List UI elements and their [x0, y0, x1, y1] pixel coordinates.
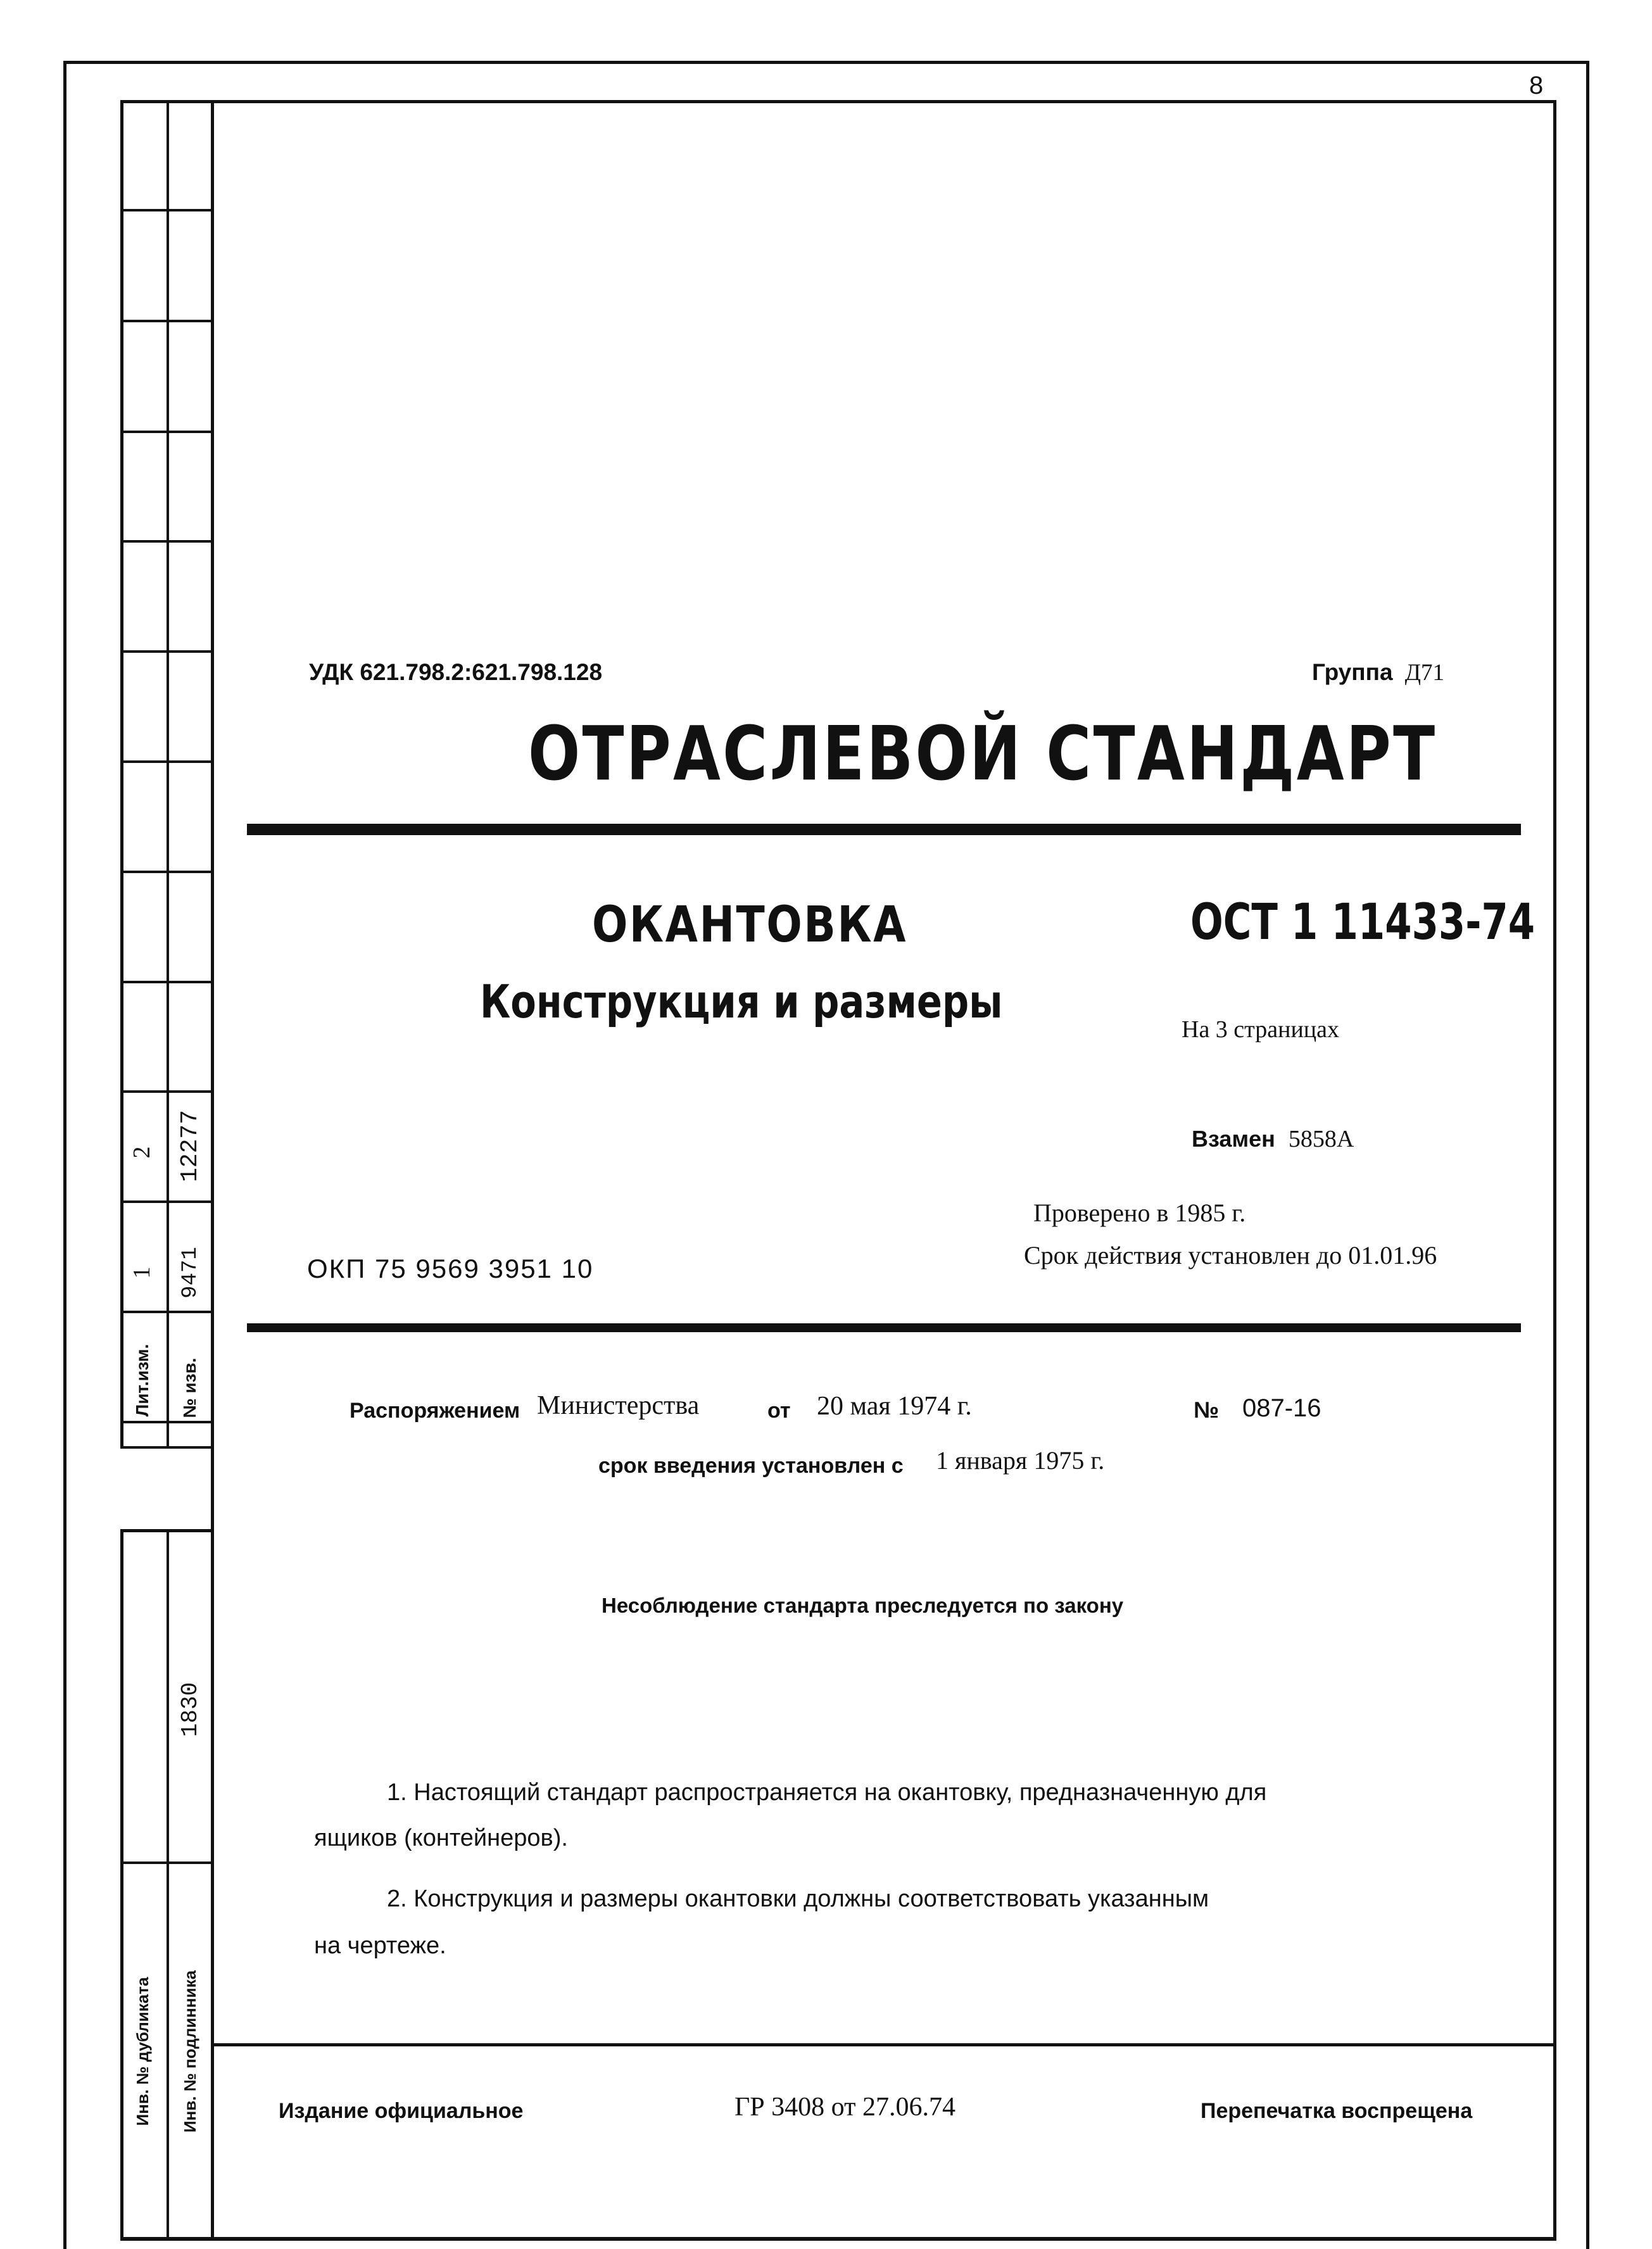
- replaces-value: 5858А: [1288, 1126, 1354, 1152]
- group-label: Группа: [1312, 659, 1393, 685]
- rev-col2-header: № изв.: [180, 1358, 199, 1418]
- inv-orig-label: Инв. № подлинника: [180, 1970, 199, 2133]
- order-num: 087-16: [1242, 1394, 1321, 1422]
- stamp-row-5: [120, 650, 214, 653]
- paragraph-1-line-1: 1. Настоящий стандарт распространяется на окантовку, предназначенную для: [387, 1779, 1267, 1806]
- subject-subtitle-wrap: [480, 975, 1118, 1028]
- inner-frame-bottom: [120, 2237, 1556, 2241]
- footer-gr: ГР 3408 от 27.06.74: [735, 2093, 955, 2122]
- inv-orig-value: 1830: [177, 1682, 203, 1737]
- rev2-num: 12277: [177, 1109, 204, 1183]
- subject-title: ОКАНТОВКА: [592, 897, 907, 954]
- group-value: Д71: [1404, 660, 1445, 686]
- paragraph-2-line-2: на чертеже.: [314, 1932, 446, 1959]
- replaces: [1192, 1125, 1354, 1153]
- stamp-col-line-c: [211, 100, 214, 2240]
- footer-reprint: Перепечатка воспрещена: [1201, 2099, 1473, 2123]
- main-heading-wrap: [528, 712, 1636, 795]
- rev1-lit: 1: [129, 1266, 155, 1279]
- stamp-row-9: [120, 1090, 214, 1093]
- stamp-col-line-b: [167, 100, 169, 1449]
- stamp-row-8: [120, 981, 214, 983]
- stamp-row-10: [120, 1200, 214, 1203]
- order-num-label: №: [1194, 1397, 1220, 1423]
- inner-frame-right: [1553, 100, 1556, 2240]
- stamp-row-3: [120, 431, 214, 433]
- intro-date: 1 января 1975 г.: [936, 1446, 1105, 1475]
- order-date: 20 мая 1974 г.: [817, 1392, 972, 1421]
- main-heading: ОТРАСЛЕВОЙ СТАНДАРТ: [528, 710, 1437, 797]
- rev2-lit: 2: [129, 1146, 155, 1159]
- outer-frame-top: [63, 61, 1589, 64]
- okp: ОКП 75 9569 3951 10: [307, 1254, 594, 1283]
- stamp-row-2: [120, 320, 214, 322]
- footer-rule: [211, 2043, 1556, 2046]
- stamp-row-1: [120, 209, 214, 211]
- udk-text: УДК 621.798.2:621.798.128: [309, 659, 603, 685]
- group: [1312, 658, 1444, 687]
- outer-frame-left: [63, 61, 66, 2249]
- order-label: Распоряжением: [350, 1399, 520, 1423]
- lower-stamp-col-a: [120, 1529, 123, 2240]
- thick-rule-top: [247, 824, 1521, 835]
- validity: Срок действия установлен до 01.01.96: [1024, 1241, 1437, 1269]
- rev1-num: 9471: [179, 1247, 203, 1299]
- checked: Проверено в 1985 г.: [1033, 1199, 1246, 1227]
- paragraph-2-line-1: 2. Конструкция и размеры окантовки должны соответствовать указанным: [387, 1886, 1209, 1912]
- intro-label: срок введения установлен с: [598, 1454, 904, 1478]
- order-from-label: от: [767, 1399, 791, 1423]
- footer-edition: Издание официальное: [279, 2099, 524, 2123]
- standard-number-wrap: [1190, 894, 1632, 951]
- lower-stamp-col-b: [167, 1529, 169, 2240]
- udk: [309, 658, 602, 687]
- replaces-label: Взамен: [1192, 1126, 1275, 1152]
- inner-frame-top: [120, 100, 1556, 103]
- thick-rule-bottom: [247, 1323, 1521, 1332]
- stamp-row-4: [120, 540, 214, 543]
- lower-stamp-mid: [120, 1862, 214, 1864]
- stamp-row-7: [120, 871, 214, 873]
- page-number: 8: [1529, 72, 1544, 99]
- standard-number: ОСТ 1 11433-74: [1190, 894, 1535, 951]
- stamp-row-13: [120, 1446, 214, 1449]
- inv-dup-label: Инв. № дубликата: [133, 1977, 152, 2126]
- rev-col1-header: Лит.изм.: [132, 1344, 152, 1417]
- subject-title-wrap: [592, 897, 963, 954]
- stamp-col-line-a: [120, 100, 123, 1449]
- law-notice: Несоблюдение стандарта преследуется по закону: [602, 1594, 1124, 1617]
- paragraph-1-line-2: ящиков (контейнеров).: [314, 1825, 568, 1851]
- pages-info: На 3 страницах: [1182, 1016, 1339, 1043]
- outer-frame-right: [1586, 61, 1589, 2249]
- stamp-row-11: [120, 1311, 214, 1313]
- stamp-row-6: [120, 760, 214, 763]
- order-by: Министерства: [537, 1391, 700, 1420]
- subject-subtitle: Конструкция и размеры: [480, 975, 1003, 1028]
